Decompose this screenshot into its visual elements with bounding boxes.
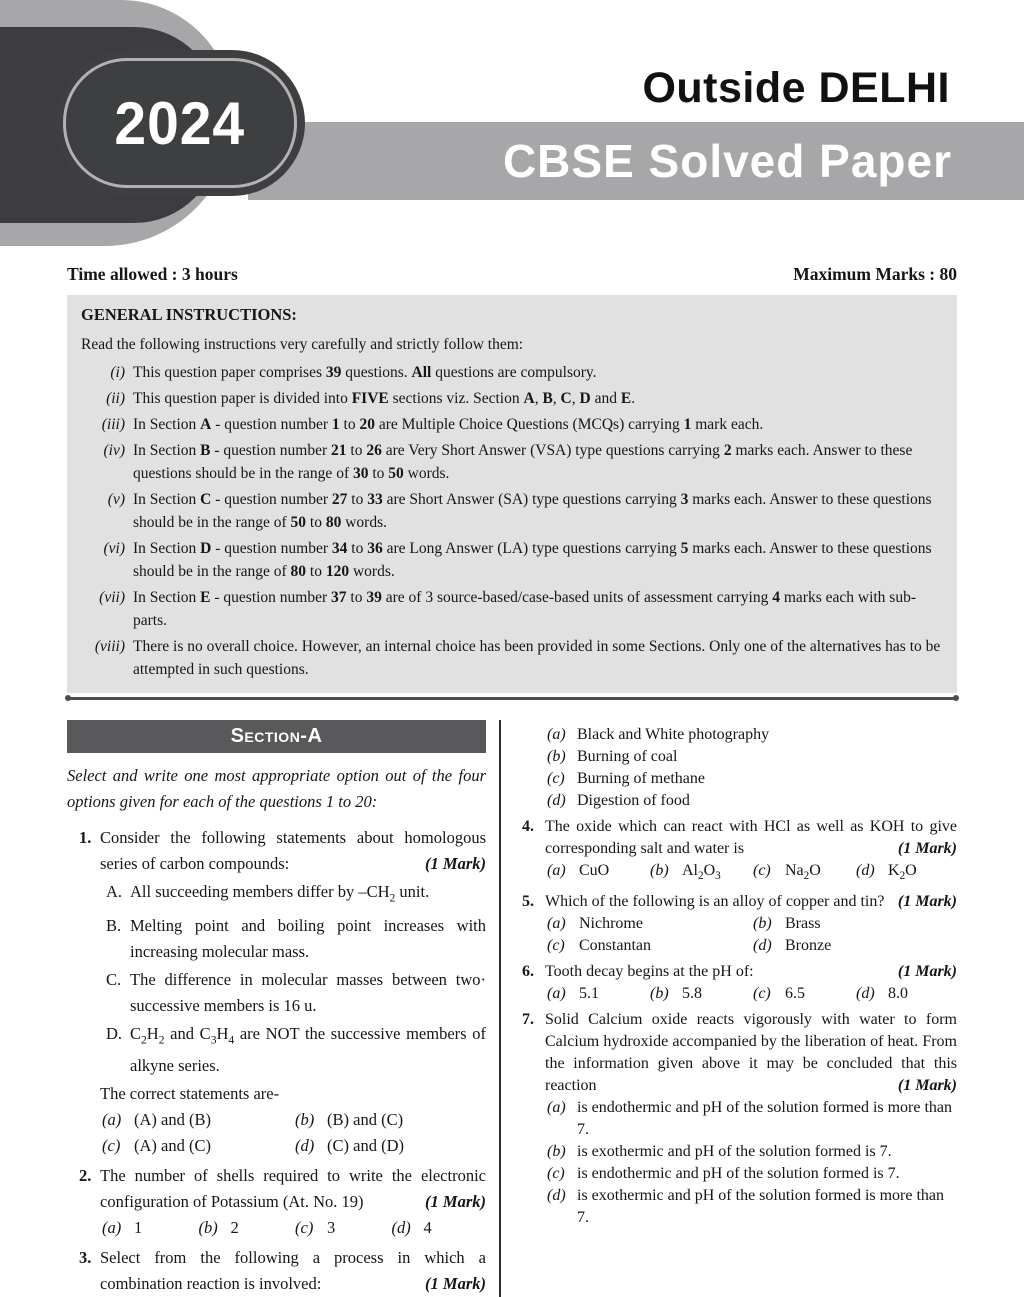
option-text: 1 — [134, 1215, 197, 1241]
option-a — [100, 1107, 293, 1133]
option-letter: (a) — [545, 983, 579, 1005]
section-a-header — [67, 720, 486, 753]
option-c — [545, 768, 957, 790]
option-text: Burning of methane — [577, 768, 957, 790]
question-5 — [517, 891, 957, 957]
option-letter: (b) — [293, 1107, 327, 1133]
option-text: (C) and (D) — [327, 1133, 486, 1159]
statement-text: $C_2H_2$ and $C_3H_4$ are NOT the successive members of alkyne series. — [130, 1021, 486, 1079]
options-grid — [100, 1107, 486, 1159]
option-text: (B) and (C) — [327, 1107, 486, 1133]
option-text: $Na_2O$ — [785, 860, 854, 887]
option-text: Bronze — [785, 935, 957, 957]
instructions-heading: GENERAL INSTRUCTIONS: — [81, 305, 941, 325]
year-badge — [55, 50, 305, 196]
option-letter: (b) — [751, 913, 785, 935]
option-text: 3 — [327, 1215, 390, 1241]
options-grid — [545, 913, 957, 957]
left-column — [67, 720, 499, 1297]
option-letter: (a) — [545, 860, 579, 887]
question-body — [545, 816, 957, 887]
option-text: 2 — [231, 1215, 294, 1241]
question-7 — [517, 1009, 957, 1229]
question-1 — [67, 825, 486, 1160]
mark-label: (1 Mark) — [898, 961, 957, 983]
option-d — [293, 1133, 486, 1159]
option-letter: (c) — [751, 860, 785, 887]
statement-letter: C. — [100, 967, 130, 1019]
option-letter: (d) — [545, 1185, 577, 1229]
option-letter: (a) — [545, 913, 579, 935]
general-instructions-box — [67, 295, 957, 693]
option-letter: (c) — [100, 1133, 134, 1159]
option-text: Black and White photography — [577, 724, 957, 746]
instruction-number: (ii) — [81, 387, 133, 410]
instruction-item — [81, 439, 941, 485]
option-text: (A) and (B) — [134, 1107, 293, 1133]
option-letter: (c) — [545, 935, 579, 957]
section-a-content — [67, 720, 957, 1297]
instruction-item — [81, 635, 941, 681]
instruction-item — [81, 361, 941, 384]
section-a-directive: Select and write one most appropriate option out of the four options given for each of the questions 1 to 20: — [67, 763, 486, 815]
option-a — [545, 983, 648, 1005]
option-text: (A) and (C) — [134, 1133, 293, 1159]
question-body — [545, 891, 957, 957]
option-b — [293, 1107, 486, 1133]
instruction-number: (viii) — [81, 635, 133, 681]
section-a-title: Section-A — [231, 725, 323, 747]
option-letter: (b) — [545, 1141, 577, 1163]
statement-row — [100, 967, 486, 1019]
option-letter: (d) — [293, 1133, 327, 1159]
options-grid — [545, 983, 957, 1005]
statement-letter: B. — [100, 913, 130, 965]
question-text: The number of shells required to write the electronic configuration of Potassium (At. No. 19) (1 Mark) — [100, 1163, 486, 1215]
right-column — [501, 720, 957, 1297]
option-a — [100, 1215, 197, 1241]
instruction-text: There is no overall choice. However, an internal choice has been provided in some Sections. Only one of the alternatives has to be attempted in such questions. — [133, 635, 941, 681]
question-6 — [517, 961, 957, 1005]
option-b — [197, 1215, 294, 1241]
question-number: 6. — [517, 961, 545, 1005]
mark-label: (1 Mark) — [425, 1189, 486, 1215]
option-text: $Al_2O_3$ — [682, 860, 751, 887]
instruction-number: (v) — [81, 488, 133, 534]
instruction-text: In Section D - question number 34 to 36 are Long Answer (LA) type questions carrying 5 marks each. Answer to these questions should be in the range of 80 to 120 words. — [133, 537, 941, 583]
option-text: is endothermic and pH of the solution formed is 7. — [577, 1163, 957, 1185]
instruction-text: In Section C - question number 27 to 33 are Short Answer (SA) type questions carrying 3 marks each. Answer to these questions should be in the range of 50 to 80 words. — [133, 488, 941, 534]
instruction-item — [81, 537, 941, 583]
option-b — [545, 1141, 957, 1163]
instruction-text: In Section A - question number 1 to 20 are Multiple Choice Questions (MCQs) carrying 1 mark each. — [133, 413, 941, 436]
question-stem: The correct statements are- — [100, 1081, 486, 1107]
option-a — [545, 724, 957, 746]
option-text: Digestion of food — [577, 790, 957, 812]
option-text: 5.1 — [579, 983, 648, 1005]
mark-label: (1 Mark) — [425, 851, 486, 877]
options-grid — [545, 860, 957, 887]
instruction-number: (vi) — [81, 537, 133, 583]
instruction-item — [81, 586, 941, 632]
question-text: The oxide which can react with HCl as well as KOH to give corresponding salt and water is (1 Mark) — [545, 816, 957, 860]
question-3-options — [517, 724, 957, 812]
option-text: Burning of coal — [577, 746, 957, 768]
statement-text: Melting point and boiling point increases with increasing molecular mass. — [130, 913, 486, 965]
banner-title: CBSE Solved Paper — [503, 134, 952, 188]
mark-label: (1 Mark) — [898, 838, 957, 860]
maximum-marks: Maximum Marks : 80 — [793, 264, 957, 285]
option-d — [545, 790, 957, 812]
options-list — [545, 1097, 957, 1229]
option-a — [545, 913, 751, 935]
option-letter: (a) — [100, 1215, 134, 1241]
year-text: 2024 — [115, 89, 246, 158]
statement-letter: A. — [100, 879, 130, 911]
instruction-item — [81, 387, 941, 410]
option-d — [854, 983, 957, 1005]
option-text: 6.5 — [785, 983, 854, 1005]
statement-row — [100, 913, 486, 965]
option-d — [545, 1185, 957, 1229]
question-text: Which of the following is an alloy of copper and tin? (1 Mark) — [545, 891, 957, 913]
question-2 — [67, 1163, 486, 1241]
option-c — [100, 1133, 293, 1159]
instruction-text: In Section B - question number 21 to 26 are Very Short Answer (VSA) type questions carrying 2 marks each. Answer to these questions should be in the range of 30 to 50 words. — [133, 439, 941, 485]
question-body — [545, 1009, 957, 1229]
instruction-number: (iv) — [81, 439, 133, 485]
option-d — [390, 1215, 487, 1241]
question-number: 4. — [517, 816, 545, 887]
statement-letter: D. — [100, 1021, 130, 1079]
time-allowed: Time allowed : 3 hours — [67, 264, 238, 285]
instruction-number: (iii) — [81, 413, 133, 436]
option-b — [751, 913, 957, 935]
option-letter: (a) — [545, 1097, 577, 1141]
instruction-text: In Section E - question number 37 to 39 are of 3 source-based/case-based units of assessment carrying 4 marks each with sub-parts. — [133, 586, 941, 632]
option-c — [751, 983, 854, 1005]
option-letter: (b) — [545, 746, 577, 768]
option-text: Brass — [785, 913, 957, 935]
question-number: 2. — [67, 1163, 100, 1241]
question-text: Consider the following statements about homologous series of carbon compounds: (1 Mark) — [100, 825, 486, 877]
question-number: 3. — [67, 1245, 100, 1297]
options-grid — [100, 1215, 486, 1241]
option-text: $K_2O$ — [888, 860, 957, 887]
option-b — [545, 746, 957, 768]
option-b — [648, 983, 751, 1005]
option-a — [545, 860, 648, 887]
option-text: is exothermic and pH of the solution formed is 7. — [577, 1141, 957, 1163]
option-text: CuO — [579, 860, 648, 887]
option-text: 5.8 — [682, 983, 751, 1005]
option-text: is exothermic and pH of the solution formed is more than 7. — [577, 1185, 957, 1229]
statement-text: The difference in molecular masses between two· successive members is 16 u. — [130, 967, 486, 1019]
instruction-number: (i) — [81, 361, 133, 384]
question-body — [545, 961, 957, 1005]
instruction-text: This question paper is divided into FIVE sections viz. Section A, B, C, D and E. — [133, 387, 941, 410]
region-title: Outside DELHI — [642, 64, 950, 113]
option-c — [751, 860, 854, 887]
option-c — [545, 935, 751, 957]
question-body — [100, 825, 486, 1160]
option-text: Constantan — [579, 935, 751, 957]
option-letter: (c) — [293, 1215, 327, 1241]
option-letter: (a) — [100, 1107, 134, 1133]
separator-rule — [67, 697, 957, 700]
option-letter: (d) — [854, 860, 888, 887]
mark-label: (1 Mark) — [898, 1075, 957, 1097]
question-body — [545, 724, 957, 812]
option-letter: (b) — [648, 860, 682, 887]
option-c — [545, 1163, 957, 1185]
meta-row — [67, 264, 957, 285]
option-letter: (b) — [648, 983, 682, 1005]
option-b — [648, 860, 751, 887]
question-number-spacer — [517, 724, 545, 812]
option-text: 4 — [424, 1215, 487, 1241]
option-letter: (d) — [545, 790, 577, 812]
instruction-text: This question paper comprises 39 questions. All questions are compulsory. — [133, 361, 941, 384]
question-3 — [67, 1245, 486, 1297]
question-number: 7. — [517, 1009, 545, 1229]
question-text: Tooth decay begins at the pH of: (1 Mark) — [545, 961, 957, 983]
option-a — [545, 1097, 957, 1141]
option-letter: (c) — [545, 768, 577, 790]
option-letter: (d) — [854, 983, 888, 1005]
statement-row — [100, 879, 486, 911]
option-text: Nichrome — [579, 913, 751, 935]
option-text: is endothermic and pH of the solution formed is more than 7. — [577, 1097, 957, 1141]
question-body — [100, 1163, 486, 1241]
option-letter: (d) — [390, 1215, 424, 1241]
question-number: 1. — [67, 825, 100, 1160]
option-letter: (c) — [545, 1163, 577, 1185]
option-d — [854, 860, 957, 887]
mark-label: (1 Mark) — [425, 1271, 486, 1297]
instruction-number: (vii) — [81, 586, 133, 632]
page-header — [0, 0, 1024, 252]
statement-text: All succeeding members differ by $-CH_2$ unit. — [130, 879, 486, 911]
option-letter: (d) — [751, 935, 785, 957]
solved-paper-banner — [248, 122, 1024, 200]
option-letter: (a) — [545, 724, 577, 746]
instruction-item — [81, 413, 941, 436]
option-d — [751, 935, 957, 957]
question-text: Select from the following a process in which a combination reaction is involved: (1 Mark) — [100, 1245, 486, 1297]
option-letter: (b) — [197, 1215, 231, 1241]
question-4 — [517, 816, 957, 887]
statement-row — [100, 1021, 486, 1079]
instruction-item — [81, 488, 941, 534]
instructions-intro: Read the following instructions very carefully and strictly follow them: — [81, 333, 941, 356]
mark-label: (1 Mark) — [898, 891, 957, 913]
option-letter: (c) — [751, 983, 785, 1005]
question-number: 5. — [517, 891, 545, 957]
option-c — [293, 1215, 390, 1241]
question-body — [100, 1245, 486, 1297]
option-text: 8.0 — [888, 983, 957, 1005]
question-text: Solid Calcium oxide reacts vigorously with water to form Calcium hydroxide accompanied by the liberation of heat. From the information given above it may be concluded that this reaction (1 Mark) — [545, 1009, 957, 1097]
